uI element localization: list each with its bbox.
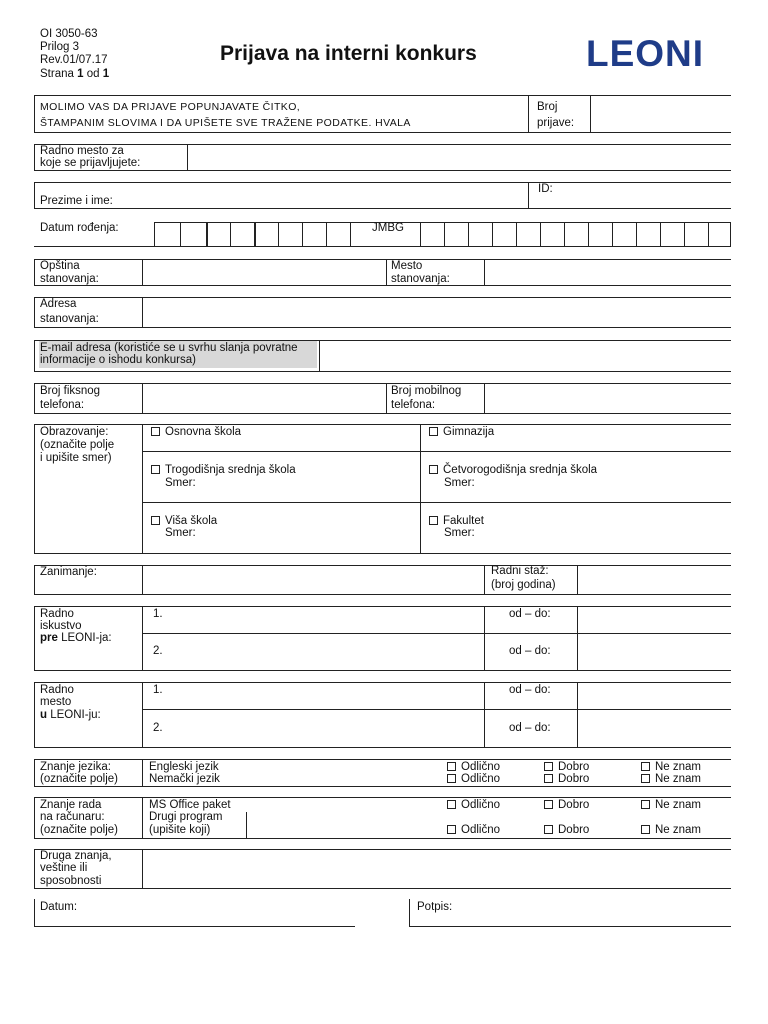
education-label-3: i upišite smer) bbox=[40, 452, 112, 464]
landline-label-2: telefona: bbox=[40, 399, 85, 411]
signature-field[interactable] bbox=[456, 901, 730, 925]
major-label: Smer: bbox=[444, 527, 475, 539]
experience-leoni-row1[interactable]: 1. bbox=[153, 684, 163, 696]
checkbox-icon[interactable] bbox=[641, 762, 650, 771]
checkbox-icon[interactable] bbox=[641, 774, 650, 783]
seniority-label-2: (broj godina) bbox=[491, 579, 556, 591]
experience-leoni-period2: od – do: bbox=[509, 722, 551, 734]
leoni-logo: LEONI bbox=[586, 33, 705, 74]
checkbox-icon[interactable] bbox=[151, 427, 160, 436]
office-good[interactable]: Dobro bbox=[544, 799, 589, 812]
place-label: Mesto bbox=[391, 260, 423, 272]
primary-school-option[interactable]: Osnovna škola bbox=[151, 426, 241, 439]
municipality-label: Opština bbox=[40, 260, 80, 272]
languages-label-2: (označite polje) bbox=[40, 773, 118, 785]
seniority-field[interactable] bbox=[579, 567, 730, 593]
mobile-label-2: telefona: bbox=[391, 399, 436, 411]
english-excellent[interactable]: Odlično bbox=[447, 761, 500, 774]
occupation-label: Zanimanje: bbox=[40, 566, 97, 578]
faculty-option[interactable]: Fakultet bbox=[429, 515, 484, 528]
experience-before-row1[interactable]: 1. bbox=[153, 608, 163, 620]
experience-before-row2[interactable]: 2. bbox=[153, 645, 163, 657]
computer-label: Znanje rada bbox=[40, 799, 102, 811]
gymnasium-option[interactable]: Gimnazija bbox=[429, 426, 494, 439]
dob-label: Datum rođenja: bbox=[40, 222, 119, 234]
experience-leoni-label: Radno bbox=[40, 684, 74, 696]
position-label-2: koje se prijavljujete: bbox=[40, 157, 141, 169]
checkbox-icon[interactable] bbox=[447, 762, 456, 771]
other-excellent[interactable]: Odlično bbox=[447, 824, 500, 837]
education-label: Obrazovanje: bbox=[40, 426, 109, 438]
attachment-label: Prilog 3 bbox=[40, 41, 79, 53]
municipality-label-2: stanovanja: bbox=[40, 273, 99, 285]
education-label-2: (označite polje bbox=[40, 439, 115, 451]
instruction-line1: MOLIMO VAS DA PRIJAVE POPUNJAVATE ČITKO, bbox=[40, 101, 301, 113]
experience-before-period1: od – do: bbox=[509, 608, 551, 620]
ms-office-label: MS Office paket bbox=[149, 799, 231, 811]
signature-label: Potpis: bbox=[417, 901, 453, 913]
german-none[interactable]: Ne znam bbox=[641, 773, 701, 786]
revision-label: Rev.01/07.17 bbox=[40, 54, 108, 66]
id-field[interactable] bbox=[560, 184, 730, 207]
office-none[interactable]: Ne znam bbox=[641, 799, 701, 812]
page-total: 1 bbox=[102, 68, 110, 80]
checkbox-icon[interactable] bbox=[641, 825, 650, 834]
place-field[interactable] bbox=[486, 261, 730, 284]
mobile-label: Broj mobilnog bbox=[391, 385, 462, 397]
page-current: 1 bbox=[77, 68, 84, 80]
checkbox-icon[interactable] bbox=[544, 825, 553, 834]
office-excellent[interactable]: Odlično bbox=[447, 799, 500, 812]
other-skills-label-3: sposobnosti bbox=[40, 875, 102, 887]
other-program-label: Drugi program bbox=[149, 811, 223, 823]
place-label-2: stanovanja: bbox=[391, 273, 450, 285]
computer-label-3: (označite polje) bbox=[40, 824, 118, 836]
experience-leoni-label-2: mesto bbox=[40, 696, 72, 708]
occupation-field[interactable] bbox=[144, 567, 482, 593]
english-label: Engleski jezik bbox=[149, 761, 219, 773]
checkbox-icon[interactable] bbox=[544, 762, 553, 771]
checkbox-icon[interactable] bbox=[447, 825, 456, 834]
name-label: Prezime i ime: bbox=[40, 195, 113, 207]
major-label: Smer: bbox=[165, 477, 196, 489]
computer-label-2: na računaru: bbox=[40, 811, 105, 823]
checkbox-icon[interactable] bbox=[429, 465, 438, 474]
german-label: Nemački jezik bbox=[149, 773, 220, 785]
page-title: Prijava na interni konkurs bbox=[220, 42, 477, 65]
application-number-label-2: prijave: bbox=[537, 117, 575, 129]
other-good[interactable]: Dobro bbox=[544, 824, 589, 837]
languages-label: Znanje jezika: bbox=[40, 761, 111, 773]
experience-before-label-2: iskustvo bbox=[40, 620, 82, 632]
email-label-2: informacije o ishodu konkursa) bbox=[40, 354, 196, 366]
landline-label: Broj fiksnog bbox=[40, 385, 101, 397]
english-good[interactable]: Dobro bbox=[544, 761, 589, 774]
three-year-school-option[interactable]: Trogodišnja srednja škola bbox=[151, 464, 296, 477]
english-none[interactable]: Ne znam bbox=[641, 761, 701, 774]
experience-leoni-label-3: u LEONI-ju: bbox=[40, 709, 101, 721]
checkbox-icon[interactable] bbox=[641, 800, 650, 809]
date-label: Datum: bbox=[40, 901, 78, 913]
checkbox-icon[interactable] bbox=[151, 465, 160, 474]
position-label: Radno mesto za bbox=[40, 145, 124, 157]
experience-leoni-row2[interactable]: 2. bbox=[153, 722, 163, 734]
experience-before-label: Radno bbox=[40, 608, 74, 620]
address-label: Adresa bbox=[40, 298, 77, 310]
page-sep: od bbox=[86, 68, 100, 80]
checkbox-icon[interactable] bbox=[447, 774, 456, 783]
seniority-label: Radni staž: bbox=[491, 565, 549, 577]
other-program-field[interactable] bbox=[248, 813, 438, 837]
position-field[interactable] bbox=[189, 146, 729, 169]
page-indicator bbox=[40, 68, 109, 81]
instruction-line2: ŠTAMPANIM SLOVIMA I DA UPIŠETE SVE TRAŽENE PODATKE. HVALA bbox=[40, 117, 411, 129]
checkbox-icon[interactable] bbox=[544, 800, 553, 809]
checkbox-icon[interactable] bbox=[429, 516, 438, 525]
date-field[interactable] bbox=[86, 901, 354, 925]
other-skills-field[interactable] bbox=[144, 851, 730, 887]
checkbox-icon[interactable] bbox=[151, 516, 160, 525]
email-label: E-mail adresa (koristiće se u svrhu slanja povratne bbox=[40, 342, 298, 354]
municipality-field[interactable] bbox=[144, 261, 384, 284]
doc-code: OI 3050-63 bbox=[40, 28, 98, 40]
checkbox-icon[interactable] bbox=[429, 427, 438, 436]
experience-before-period2: od – do: bbox=[509, 645, 551, 657]
address-label-2: stanovanja: bbox=[40, 313, 99, 325]
college-option[interactable]: Viša škola bbox=[151, 515, 217, 528]
application-number-field[interactable] bbox=[592, 97, 730, 130]
other-skills-label: Druga znanja, bbox=[40, 850, 112, 862]
major-label: Smer: bbox=[165, 527, 196, 539]
experience-leoni-period1: od – do: bbox=[509, 684, 551, 696]
major-label: Smer: bbox=[444, 477, 475, 489]
mobile-field[interactable] bbox=[486, 385, 730, 412]
address-field[interactable] bbox=[144, 299, 730, 326]
application-number-label: Broj bbox=[537, 101, 558, 113]
other-program-label-2: (upišite koji) bbox=[149, 824, 211, 836]
id-label: ID: bbox=[538, 183, 553, 195]
page-prefix: Strana bbox=[40, 68, 74, 80]
german-excellent[interactable]: Odlično bbox=[447, 773, 500, 786]
email-field[interactable] bbox=[321, 342, 730, 370]
checkbox-icon[interactable] bbox=[447, 800, 456, 809]
checkbox-icon[interactable] bbox=[544, 774, 553, 783]
experience-before-label-3: pre LEONI-ja: bbox=[40, 632, 112, 644]
german-good[interactable]: Dobro bbox=[544, 773, 589, 786]
jmbg-label: JMBG bbox=[372, 222, 404, 234]
four-year-school-option[interactable]: Četvorogodišnja srednja škola bbox=[429, 464, 597, 477]
other-skills-label-2: veštine ili bbox=[40, 862, 88, 874]
other-none[interactable]: Ne znam bbox=[641, 824, 701, 837]
landline-field[interactable] bbox=[144, 385, 384, 412]
